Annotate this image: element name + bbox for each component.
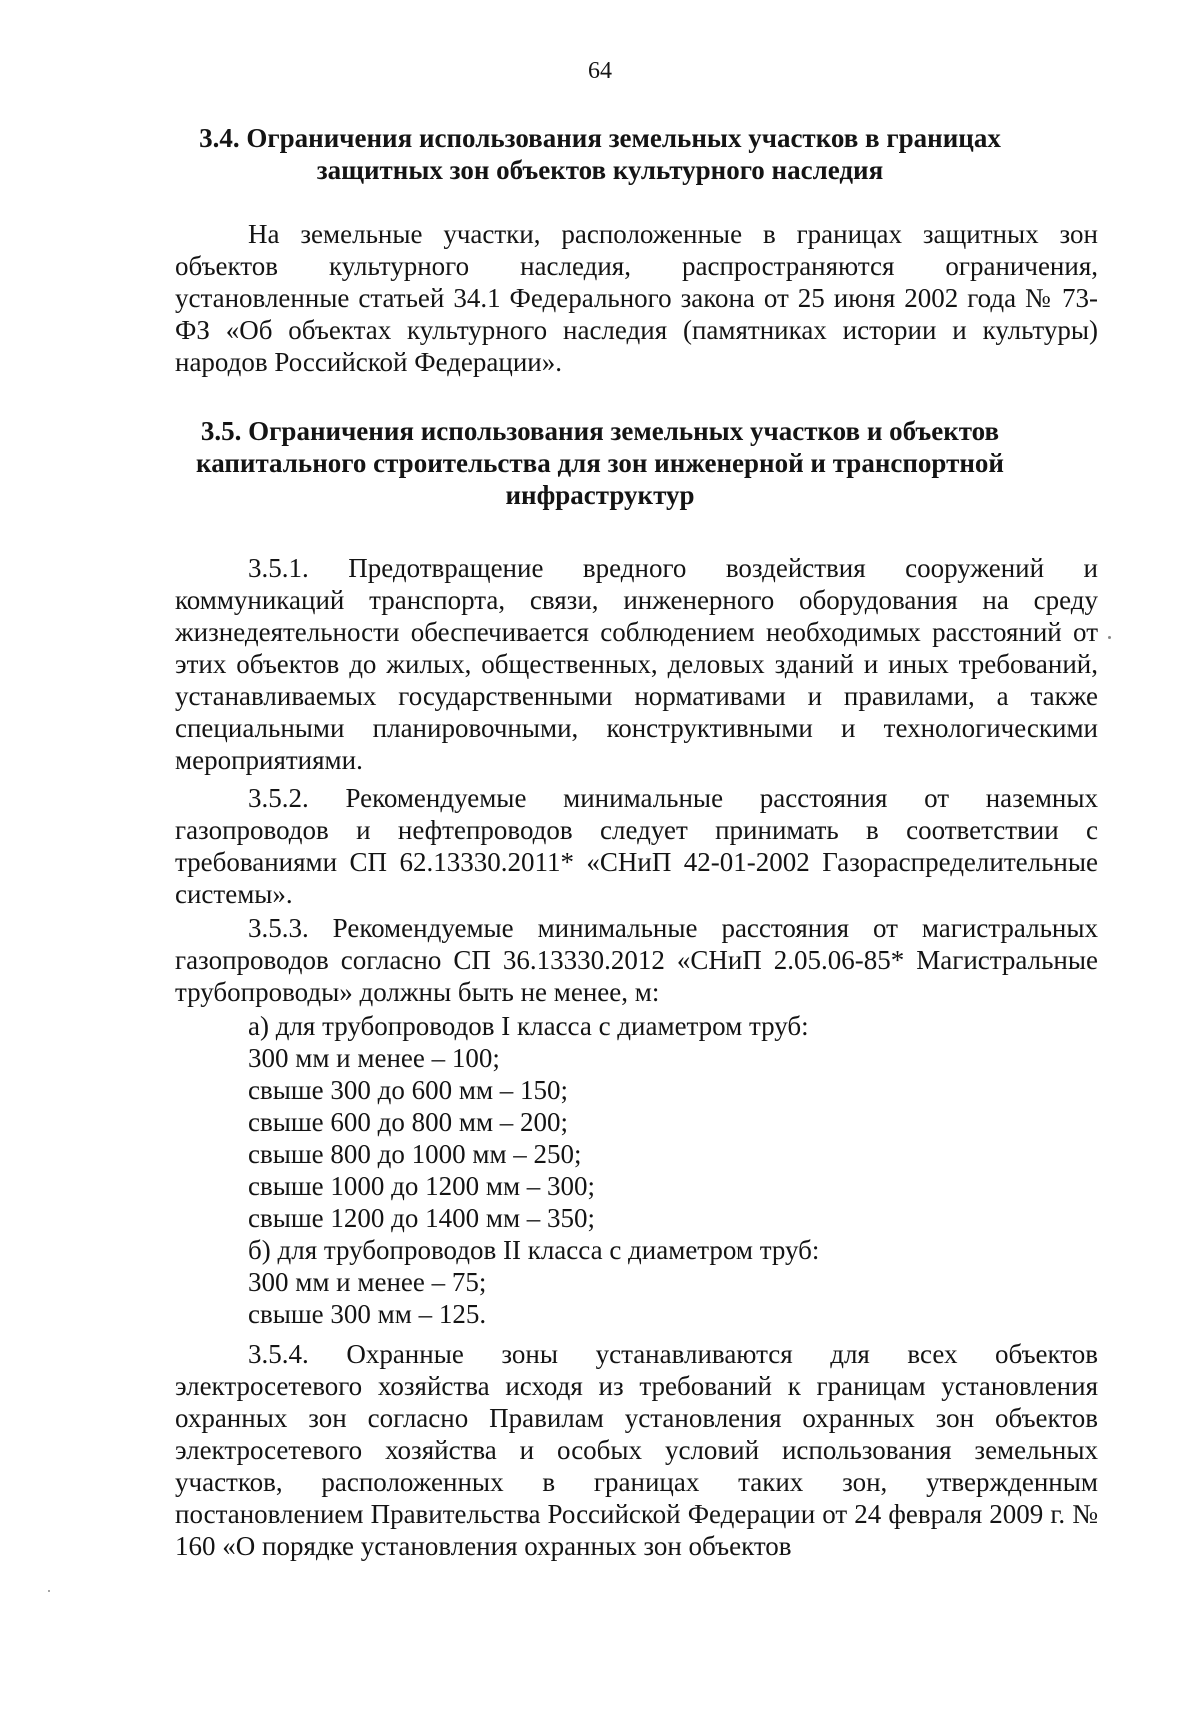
page-number: 64 <box>588 58 612 84</box>
section-3-5-heading: 3.5. Ограничения использования земельных участков и объектов капитального строительства для зон инженерной и транспортной инфраструктур <box>196 416 1004 510</box>
list-item: свыше 300 до 600 мм – 150; <box>248 1075 569 1105</box>
paragraph-3-5-3: 3.5.3. Рекомендуемые минимальные расстояния от магистральных газопроводов согласно СП 36.13330.2012 «СНиП 2.05.06-85* Магистральные трубопроводы» должны быть не менее, м: <box>175 913 1098 1007</box>
list-item: 300 мм и менее – 100; <box>248 1043 500 1073</box>
paragraph-3-5-2: 3.5.2. Рекомендуемые минимальные расстояния от наземных газопроводов и нефтепроводов следует принимать в соответствии с требованиями СП 62.13330.2011* «СНиП 42-01-2002 Газораспределительные системы». <box>175 783 1098 909</box>
list-item: свыше 300 мм – 125. <box>248 1299 487 1329</box>
paragraph-3-5-4: 3.5.4. Охранные зоны устанавливаются для всех объектов электросетевого хозяйства исходя из требований к границам установления охранных зон согласно Правилам установления охранных зон объектов электросетевого хозяйства и особых условий использования земельных участков, расположенных в границах таких зон, утвержденным постановлением Правительства Российской Федерации от 24 февраля 2009 г. № 160 «О порядке установления охранных зон объектов <box>175 1339 1098 1561</box>
list-item: свыше 600 до 800 мм – 200; <box>248 1107 569 1137</box>
section-3-4-paragraph: На земельные участки, расположенные в границах защитных зон объектов культурного наследия, распространяются ограничения, установленные статьей 34.1 Федерального закона от 25 июня 2002 года № 73-ФЗ «Об объектах культурного наследия (памятниках истории и культуры) народов Российской Федерации». <box>175 219 1098 377</box>
list-item: 300 мм и менее – 75; <box>248 1267 487 1297</box>
scan-speck <box>48 1590 50 1592</box>
list-item-class-2-header: б) для трубопроводов II класса с диаметром труб: <box>248 1235 820 1265</box>
section-3-4-heading: 3.4. Ограничения использования земельных участков в границах защитных зон объектов культурного наследия <box>199 123 1001 185</box>
scan-speck <box>1108 636 1111 639</box>
list-item: свыше 1000 до 1200 мм – 300; <box>248 1171 596 1201</box>
paragraph-3-5-1: 3.5.1. Предотвращение вредного воздействия сооружений и коммуникаций транспорта, связи, инженерного оборудования на среду жизнедеятельности обеспечивается соблюдением необходимых расстояний от этих объектов до жилых, общественных, деловых зданий и иных требований, устанавливаемых государственными нормативами и правилами, а также специальными планировочными, конструктивными и технологическими мероприятиями. <box>175 553 1098 775</box>
list-item-class-1-header: а) для трубопроводов I класса с диаметром труб: <box>248 1011 809 1041</box>
list-item: свыше 800 до 1000 мм – 250; <box>248 1139 582 1169</box>
list-item: свыше 1200 до 1400 мм – 350; <box>248 1203 596 1233</box>
